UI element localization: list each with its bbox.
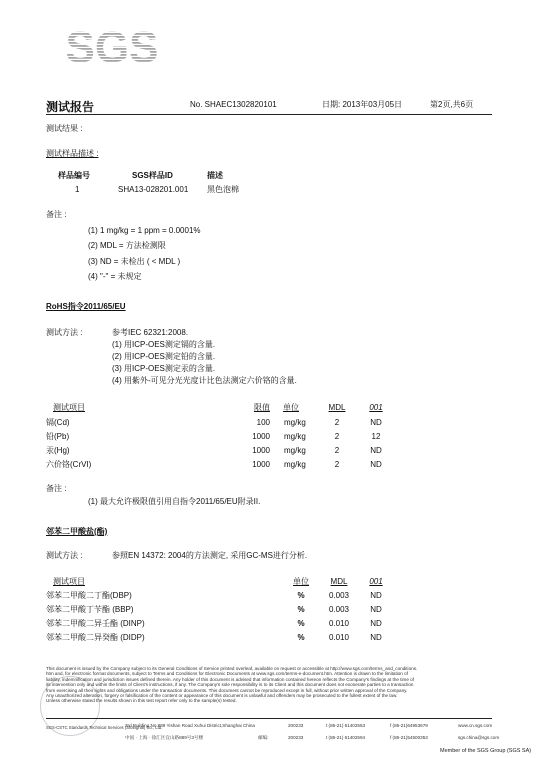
rohs-item-limit: 1000 [252,446,270,455]
tel-en: t (86-21) 61402553 [326,723,366,728]
phth-method-text: 参照EN 14372: 2004的方法测定, 采用GC-MS进行分析. [112,551,308,560]
disclaimer-line: Any unauthorized alteration, forgery or falsification of the content or appearance of this document is unlawful and offenders may be prosecuted to the fullest extent of the law. [46,693,398,699]
rohs-item-result: ND [370,446,382,455]
sample-no: 1 [75,185,80,194]
tel-cn: t (86-21) 61402594 [326,735,366,740]
notes2-label: 备注 : [46,484,67,493]
phth-item-name: 邻苯二甲酸丁苄酯 (BBP) [46,605,134,614]
sample-header-desc: 描述 [207,171,223,180]
rohs-item-unit: mg/kg [284,460,306,469]
phth-item-mdl: 0.003 [328,591,350,600]
rohs-item-limit: 1000 [252,460,270,469]
rohs-item-result: 12 [371,432,381,441]
rohs-item-name: 铅(Pb) [46,432,70,441]
rohs-item-name: 六价铬(CrVI) [46,460,92,469]
sample-desc: 黑色泡棉 [207,185,239,194]
phth-item-result: ND [370,633,382,642]
disclaimer-line: Unless otherwise stated the results shown in this test report refer only to the sample(s) tested. [46,698,237,704]
rohs-item-unit: mg/kg [284,446,306,455]
report-title: 测试报告 [46,100,95,114]
rohs-col-sample: 001 [369,403,383,412]
phth-item-result: ND [370,619,382,628]
header-rule [46,114,492,115]
phth-item-name: 邻苯二甲酸二丁酯(DBP) [46,591,132,600]
disclaimer-line: from exercising all their rights and obligations under the transaction documents. This document cannot be reproduced except in full, without prior written approval of the Company. [46,687,408,693]
sample-header-no: 样品编号 [58,171,90,180]
rohs-col-unit: 单位 [283,403,299,412]
sample-desc-label: 测试样品描述 : [46,149,99,158]
rohs-item-mdl: 2 [334,418,340,427]
note-item: (4) "-" = 未规定 [88,272,142,281]
rohs-col-mdl: MDL [328,403,346,412]
notes-label: 备注 : [46,210,67,219]
fax-cn: f (86-21)54500353 [390,735,428,740]
rohs-item-mdl: 2 [334,432,340,441]
sample-id: SHA13-028201.001 [118,185,189,194]
phth-item-unit: % [297,619,305,628]
note-item: (1) 1 mg/kg = 1 ppm = 0.0001% [88,226,201,235]
rohs-method-line: (1) 用ICP-OES测定镉的含量. [112,340,216,349]
notes2-item: (1) 最大允许极限值引用自指令2011/65/EU附录II. [88,497,261,506]
phth-item-unit: % [297,605,305,614]
note-item: (2) MDL = 方法检测限 [88,241,166,250]
rohs-item-result: ND [370,418,382,427]
phthalates-heading: 邻苯二甲酸盐(酯) [46,527,108,536]
disclaimer-line: liability, indemnification and jurisdiction issues defined therein. Any holder of this document is advised that information contained hereon reflects the Company's findings at the time of [46,676,414,682]
results-label: 测试结果 : [46,124,83,133]
phth-item-mdl: 0.010 [328,633,350,642]
rohs-item-unit: mg/kg [284,432,306,441]
rohs-item-limit: 100 [256,418,270,427]
page-indicator: 第2页,共6页 [430,100,474,109]
rohs-item-unit: mg/kg [284,418,306,427]
phth-item-name: 邻苯二甲酸二异癸酯 (DIDP) [46,633,145,642]
disclaimer-line: its intervention only and within the limits of Client's instructions, if any. The Company's sole responsibility is to its Client and this document does not exonerate parties to a transaction [46,682,414,688]
postcode-label: 邮编: [258,735,269,740]
sgs-logo [62,18,162,74]
rohs-method-line: (2) 用ICP-OES测定铅的含量. [112,352,216,361]
rohs-item-limit: 1000 [252,432,270,441]
phth-item-name: 邻苯二甲酸二异壬酯 (DINP) [46,619,145,628]
report-date: 日期: 2013年03月05日 [322,100,403,109]
rohs-method-line: 参考IEC 62321:2008. [112,328,189,337]
rohs-method-line: (3) 用ICP-OES测定汞的含量. [112,364,216,373]
report-number: No. SHAEC1302820101 [190,100,277,109]
phth-col-item: 测试项目 [53,577,85,586]
phth-col-sample: 001 [369,577,383,586]
disclaimer-line: This document is issued by the Company subject to its General Conditions of Service printed overleaf, available on request or accessible at http://www.sgs.com/terms_and_conditions. [46,666,418,671]
rohs-method-label: 测试方法 : [46,328,83,337]
disclaimer-line: htm and, for electronic format documents, subject to Terms and Conditions for Electronic Documents at www.sgs.com/terms-e-document.htm. Attention is drawn to the limitation of [46,671,408,677]
rohs-method-line: (4) 用紫外-可见分光光度计比色法测定六价铬的含量. [112,376,297,385]
postcode-en: 200233 [288,723,304,728]
disclaimer-block [46,666,417,704]
phth-item-unit: % [297,591,305,600]
rohs-item-mdl: 2 [334,446,340,455]
rohs-col-item: 测试项目 [53,403,85,412]
rohs-item-result: ND [370,460,382,469]
phth-col-unit: 单位 [293,577,309,586]
postcode-cn: 200233 [288,735,304,740]
phth-item-result: ND [370,605,382,614]
company-name: SGS-CSTC Standards Technical Services (Shanghai) Co., Ltd. [46,725,163,730]
fax-en: f (86-21)64953679 [390,723,428,728]
phth-method-label: 测试方法 : [46,551,83,560]
rohs-item-name: 汞(Hg) [46,446,70,455]
footer-rule [46,718,492,719]
sample-header-id: SGS样品ID [132,171,173,180]
address-cn: 中国 · 上海 · 徐汇区宜山路889号3号楼 [125,735,204,740]
rohs-col-limit: 限值 [254,403,270,412]
rohs-item-name: 镉(Cd) [46,418,70,427]
phth-item-mdl: 0.010 [328,619,350,628]
email-address: sgs.china@sgs.com [458,735,500,740]
member-text: Member of the SGS Group (SGS SA) [440,748,532,754]
logo-text: SGS [65,23,159,72]
phth-item-result: ND [370,591,382,600]
note-item: (3) ND = 未检出 ( < MDL ) [88,257,181,266]
address-en: 3rd Building,No.889 Yishan Road Xuhui District,Shanghai China [125,723,255,728]
phth-item-unit: % [297,633,305,642]
rohs-item-mdl: 2 [334,460,340,469]
web-address: www.cn.sgs.com [458,723,493,728]
phth-col-mdl: MDL [330,577,348,586]
phth-item-mdl: 0.003 [328,605,350,614]
rohs-heading: RoHS指令2011/65/EU [46,302,126,311]
